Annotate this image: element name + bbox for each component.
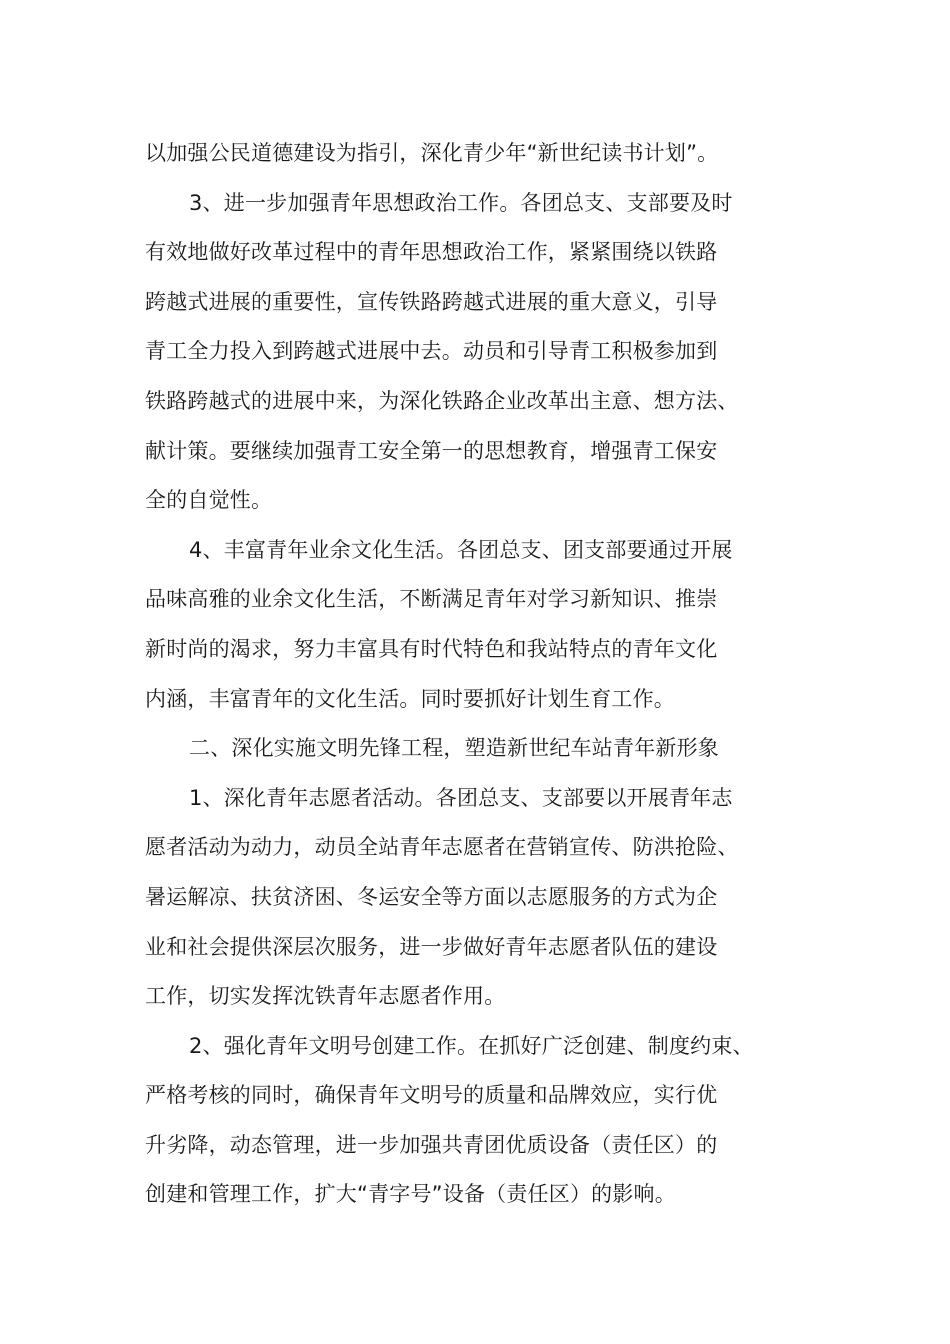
text-line: 升劣降，动态管理，进一步加强共青团优质设备（责任区）的 xyxy=(145,1132,718,1157)
document-body xyxy=(145,129,815,1220)
text-line: 以加强公民道德建设为指引，深化青少年“新世纪读书计划”。 xyxy=(145,141,719,165)
text-line: 1、深化青年志愿者活动。各团总支、支部要以开展青年志 xyxy=(189,785,733,810)
text-line: 严格考核的同时，确保青年文明号的质量和品牌效应，实行优 xyxy=(145,1083,718,1108)
text-line: 献计策。要继续加强青工安全第一的思想教育，增强青工保安 xyxy=(145,438,718,463)
text-line: 品味高雅的业余文化生活，不断满足青年对学习新知识、推崇 xyxy=(145,587,718,612)
text-line: 创建和管理工作，扩大“青字号”设备（责任区）的影响。 xyxy=(145,1182,676,1207)
text-line: 内涵，丰富青年的文化生活。同时要抓好计划生育工作。 xyxy=(145,686,675,711)
text-line: 2、强化青年文明号创建工作。在抓好广泛创建、制度约束、 xyxy=(189,1033,754,1058)
text-line: 4、丰富青年业余文化生活。各团总支、团支部要通过开展 xyxy=(189,537,733,562)
text-line: 暑运解凉、扶贫济困、冬运安全等方面以志愿服务的方式为企 xyxy=(145,884,718,909)
text-line: 青工全力投入到跨越式进展中去。动员和引导青工积极参加到 xyxy=(145,339,718,364)
text-line: 3、进一步加强青年思想政治工作。各团总支、支部要及时 xyxy=(189,190,733,215)
text-line: 新时尚的渴求，努力丰富具有时代特色和我站特点的青年文化 xyxy=(145,636,718,661)
text-line: 愿者活动为动力，动员全站青年志愿者在营销宣传、防洪抢险、 xyxy=(145,835,739,860)
text-line: 全的自觉性。 xyxy=(145,488,273,513)
section-heading: 二、深化实施文明先锋工程，塑造新世纪车站青年新形象 xyxy=(189,736,719,761)
text-line: 工作，切实发挥沈铁青年志愿者作用。 xyxy=(145,984,506,1009)
text-line: 铁路跨越式的进展中来，为深化铁路企业改革出主意、想方法、 xyxy=(145,388,739,413)
text-line: 业和社会提供深层次服务，进一步做好青年志愿者队伍的建设 xyxy=(145,934,718,959)
text-line: 有效地做好改革过程中的青年思想政治工作，紧紧围绕以铁路 xyxy=(145,240,718,265)
text-line: 跨越式进展的重要性，宣传铁路跨越式进展的重大意义，引导 xyxy=(145,289,718,314)
